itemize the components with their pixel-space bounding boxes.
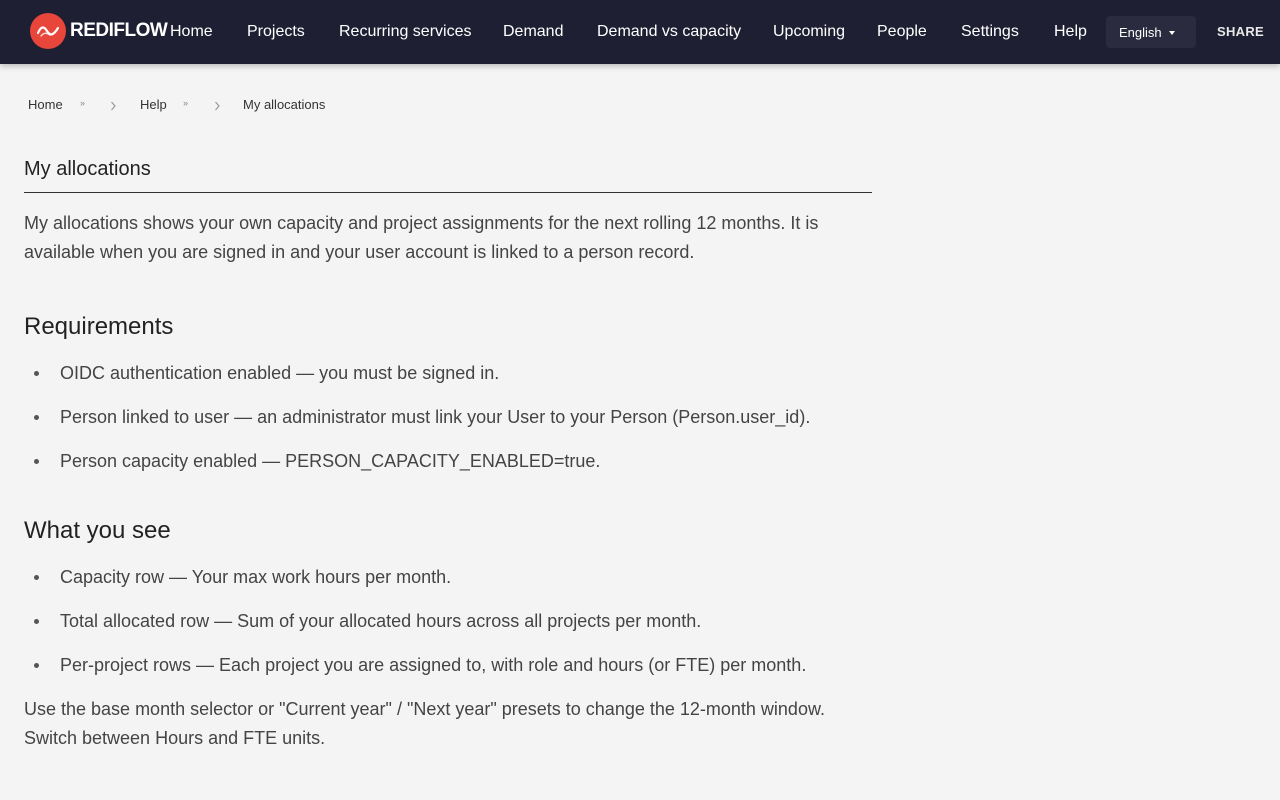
- breadcrumb-separator: »: [80, 98, 86, 108]
- list-item: Per-project rows — Each project you are assigned to, with role and hours (or FTE) per month.: [24, 653, 872, 697]
- bullet-icon: [34, 459, 39, 464]
- breadcrumb-home[interactable]: Home: [28, 97, 63, 112]
- help-article: [24, 158, 872, 753]
- list-item: Capacity row — Your max work hours per month.: [24, 565, 872, 609]
- footer-note: Use the base month selector or "Current year" / "Next year" presets to change the 12-month window. Switch between Hours and FTE units.: [24, 699, 825, 748]
- share-button[interactable]: SHARE: [1217, 24, 1265, 39]
- what-you-see-heading: What you see: [24, 517, 171, 544]
- page-title: My allocations: [24, 158, 872, 193]
- app-name: REDIFLOW: [70, 20, 168, 41]
- bullet-icon: [34, 575, 39, 580]
- list-item: Person linked to user — an administrator must link your User to your Person (Person.user_id).: [24, 405, 872, 449]
- top-navbar: [0, 0, 1280, 64]
- bullet-icon: [34, 371, 39, 376]
- nav-settings[interactable]: Settings: [961, 23, 1019, 40]
- chevron-right-icon: [214, 101, 221, 111]
- breadcrumb-separator: »: [183, 98, 189, 108]
- breadcrumb-help[interactable]: Help: [140, 97, 167, 112]
- requirements-heading: Requirements: [24, 313, 174, 340]
- list-item: Person capacity enabled — PERSON_CAPACITY_ENABLED=true.: [24, 449, 872, 493]
- nav-demand-vs-capacity[interactable]: Demand vs capacity: [597, 23, 742, 40]
- nav-people[interactable]: People: [877, 23, 927, 40]
- requirements-list: [24, 361, 872, 493]
- list-item: Total allocated row — Sum of your allocated hours across all projects per month.: [24, 609, 872, 653]
- nav-home[interactable]: Home: [170, 23, 213, 40]
- breadcrumb-current: My allocations: [243, 97, 326, 112]
- bullet-icon: [34, 619, 39, 624]
- nav-recurring-services[interactable]: Recurring services: [339, 23, 472, 40]
- chevron-right-icon: [110, 101, 117, 111]
- bullet-icon: [34, 663, 39, 668]
- language-select[interactable]: [1106, 16, 1196, 48]
- bullet-icon: [34, 415, 39, 420]
- nav-help[interactable]: Help: [1054, 23, 1087, 40]
- nav-demand[interactable]: Demand: [503, 23, 564, 40]
- language-select-value: English: [1119, 24, 1162, 40]
- nav-projects[interactable]: Projects: [247, 23, 305, 40]
- caret-down-icon: [1169, 31, 1175, 35]
- list-item: OIDC authentication enabled — you must be signed in.: [24, 361, 872, 405]
- what-you-see-list: [24, 565, 872, 697]
- intro-paragraph: My allocations shows your own capacity and project assignments for the next rolling 12 months. It is available when you are signed in and your user account is linked to a person record.: [24, 213, 819, 262]
- app-logo[interactable]: [30, 13, 167, 49]
- rediflow-logo-icon: [30, 13, 66, 49]
- nav-upcoming[interactable]: Upcoming: [773, 23, 846, 40]
